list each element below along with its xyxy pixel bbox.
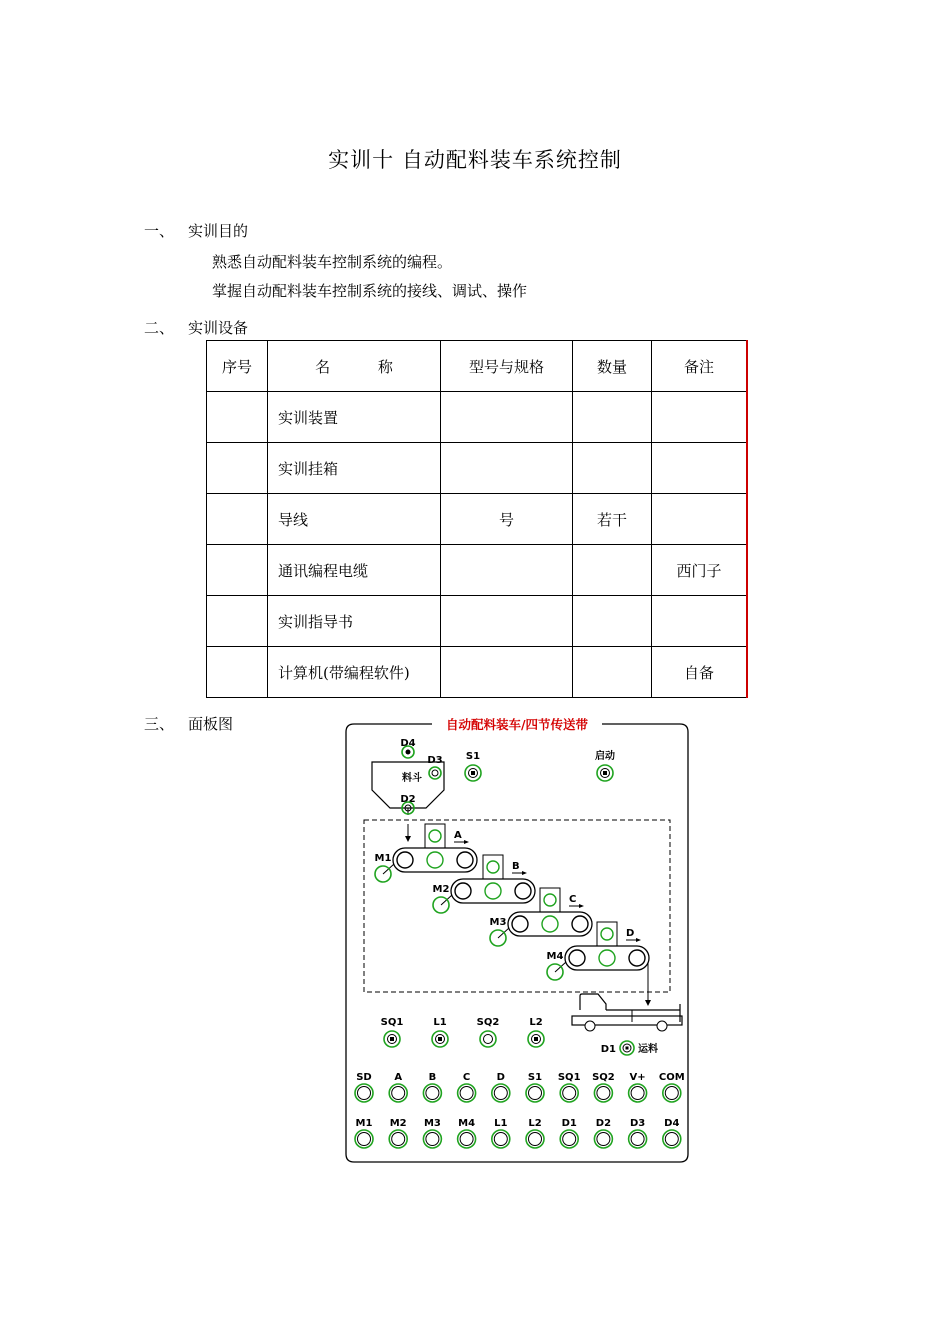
s1-switch[interactable] [465, 765, 481, 781]
cell-note [652, 392, 748, 443]
header-note: 备注 [652, 341, 748, 392]
cell-qty: 若干 [573, 494, 652, 545]
table-row [207, 443, 748, 494]
label-d2: D2 [400, 794, 416, 805]
conveyor-area [364, 820, 670, 992]
label-d1: D1 [600, 1044, 616, 1055]
terminal-D1[interactable] [560, 1118, 578, 1148]
terminal-D[interactable] [492, 1072, 510, 1102]
conveyor-belts [375, 824, 649, 980]
cell-model [441, 596, 573, 647]
middle-SQ1[interactable] [381, 1017, 404, 1047]
cell-model: 号 [441, 494, 573, 545]
label-s1: S1 [465, 751, 481, 762]
section-1-heading [144, 220, 248, 241]
terminal-label: M4 [458, 1118, 476, 1129]
cell-note [652, 443, 748, 494]
cell-seq [207, 545, 268, 596]
hopper [372, 762, 444, 815]
header-name: 名 称 [268, 341, 441, 392]
cell-seq [207, 647, 268, 698]
table-row [207, 392, 748, 443]
cell-seq [207, 494, 268, 545]
terminal-D2[interactable] [594, 1118, 612, 1148]
middle-L1[interactable] [432, 1017, 448, 1047]
cell-note: 西门子 [652, 545, 748, 596]
belt-D [547, 922, 649, 980]
cell-note: 自备 [652, 647, 748, 698]
belt-label-B: B [512, 861, 520, 872]
control-panel-diagram [340, 712, 696, 1168]
vehicle-label: 运料 [638, 1044, 658, 1055]
section-number: 一、 [144, 222, 175, 240]
terminal-M2[interactable] [389, 1118, 407, 1148]
terminal-label: A [394, 1072, 403, 1083]
middle-L2[interactable] [528, 1017, 544, 1047]
cell-qty [573, 647, 652, 698]
terminal-label: C [462, 1072, 471, 1083]
terminal-C[interactable] [458, 1072, 476, 1102]
d3-indicator [429, 767, 441, 779]
terminal-label: D3 [629, 1118, 646, 1129]
section-label: 面板图 [188, 715, 234, 733]
label-d4: D4 [400, 738, 416, 749]
terminal-label: D1 [561, 1118, 577, 1129]
cell-qty [573, 545, 652, 596]
cell-model [441, 647, 573, 698]
table-row [207, 647, 748, 698]
panel-title: 自动配料装车/四节传送带 [445, 717, 589, 732]
terminal-label: D2 [595, 1118, 612, 1129]
truck [572, 962, 682, 1031]
header-model: 型号与规格 [441, 341, 573, 392]
terminal-label: M1 [355, 1118, 373, 1129]
section-number: 二、 [144, 319, 175, 337]
terminal-row-1 [355, 1072, 685, 1102]
motor-label-M4: M4 [546, 951, 564, 962]
section-label: 实训目的 [188, 222, 249, 240]
motor-label-M1: M1 [374, 853, 392, 864]
d1-indicator [620, 1041, 634, 1055]
start-label: 启动 [595, 751, 615, 762]
terminal-SD[interactable] [355, 1072, 373, 1102]
objective-line-1: 熟悉自动配料装车控制系统的编程。 [212, 253, 453, 271]
cell-name: 导线 [268, 494, 441, 545]
motor-label-M3: M3 [489, 917, 507, 928]
header-seq: 序号 [207, 341, 268, 392]
cell-name: 通讯编程电缆 [268, 545, 441, 596]
section-number: 三、 [144, 715, 175, 733]
terminal-label: SQ2 [592, 1072, 615, 1083]
cell-seq [207, 392, 268, 443]
cell-model [441, 443, 573, 494]
belt-label-A: A [454, 830, 462, 841]
header-qty: 数量 [573, 341, 652, 392]
terminal-label: COM [658, 1072, 685, 1083]
middle-row [381, 1017, 544, 1047]
section-label: 实训设备 [188, 319, 249, 337]
cell-qty [573, 443, 652, 494]
middle-label: L2 [529, 1017, 543, 1028]
terminal-label: D4 [664, 1118, 680, 1129]
terminal-SQ1[interactable] [558, 1072, 581, 1102]
terminal-D3[interactable] [629, 1118, 647, 1148]
terminal-label: SQ1 [557, 1072, 581, 1083]
cell-seq [207, 443, 268, 494]
middle-label: L1 [433, 1017, 447, 1028]
cell-name: 实训指导书 [268, 596, 441, 647]
belt-C [490, 888, 592, 946]
middle-label: SQ1 [380, 1017, 404, 1028]
section-2-heading [144, 317, 248, 338]
page-title: 实训十 自动配料装车系统控制 [328, 148, 622, 172]
terminal-label: L2 [528, 1118, 542, 1129]
terminal-label: M3 [423, 1118, 441, 1129]
cell-note [652, 596, 748, 647]
cell-model [441, 392, 573, 443]
label-d3: D3 [427, 755, 443, 766]
table-row [207, 494, 748, 545]
belt-label-C: C [569, 894, 577, 905]
terminal-B[interactable] [423, 1072, 441, 1102]
section-3-heading [144, 713, 233, 734]
terminal-L2[interactable] [526, 1118, 544, 1148]
terminal-label: V+ [629, 1072, 646, 1083]
cell-name: 实训挂箱 [268, 443, 441, 494]
cell-model [441, 545, 573, 596]
belt-A [375, 824, 477, 882]
belt-B [433, 855, 535, 913]
terminal-M1[interactable] [355, 1118, 373, 1148]
terminal-label: B [428, 1072, 437, 1083]
terminal-label: SD [356, 1072, 372, 1083]
objective-line-2: 掌握自动配料装车控制系统的接线、调试、操作 [212, 282, 528, 300]
cell-qty [573, 596, 652, 647]
terminal-SQ2[interactable] [592, 1072, 615, 1102]
cell-note [652, 494, 748, 545]
terminal-L1[interactable] [492, 1118, 510, 1148]
hopper-label: 料斗 [402, 773, 422, 784]
cell-name: 计算机(带编程软件) [268, 647, 441, 698]
table-row [207, 545, 748, 596]
terminal-A[interactable] [389, 1072, 407, 1102]
table-row [207, 596, 748, 647]
table-header-row [207, 341, 748, 392]
feed-arrow-head [405, 836, 411, 842]
terminal-label: M2 [389, 1118, 407, 1129]
panel-frame [346, 724, 688, 1162]
terminal-label: D [496, 1072, 505, 1083]
cell-name: 实训装置 [268, 392, 441, 443]
terminal-V+[interactable] [629, 1072, 647, 1102]
start-button[interactable] [597, 765, 613, 781]
cell-qty [573, 392, 652, 443]
terminal-D4[interactable] [663, 1118, 681, 1148]
terminal-label: L1 [494, 1118, 508, 1129]
terminal-M3[interactable] [423, 1118, 441, 1148]
belt-label-D: D [626, 928, 635, 939]
equipment-table [206, 340, 748, 698]
middle-SQ2[interactable] [477, 1017, 500, 1047]
terminal-S1[interactable] [526, 1072, 544, 1102]
terminal-M4[interactable] [458, 1118, 476, 1148]
motor-label-M2: M2 [432, 884, 450, 895]
cell-seq [207, 596, 268, 647]
terminal-label: S1 [527, 1072, 543, 1083]
middle-label: SQ2 [476, 1017, 500, 1028]
terminal-COM[interactable] [659, 1072, 685, 1102]
terminal-row-2 [355, 1118, 681, 1148]
